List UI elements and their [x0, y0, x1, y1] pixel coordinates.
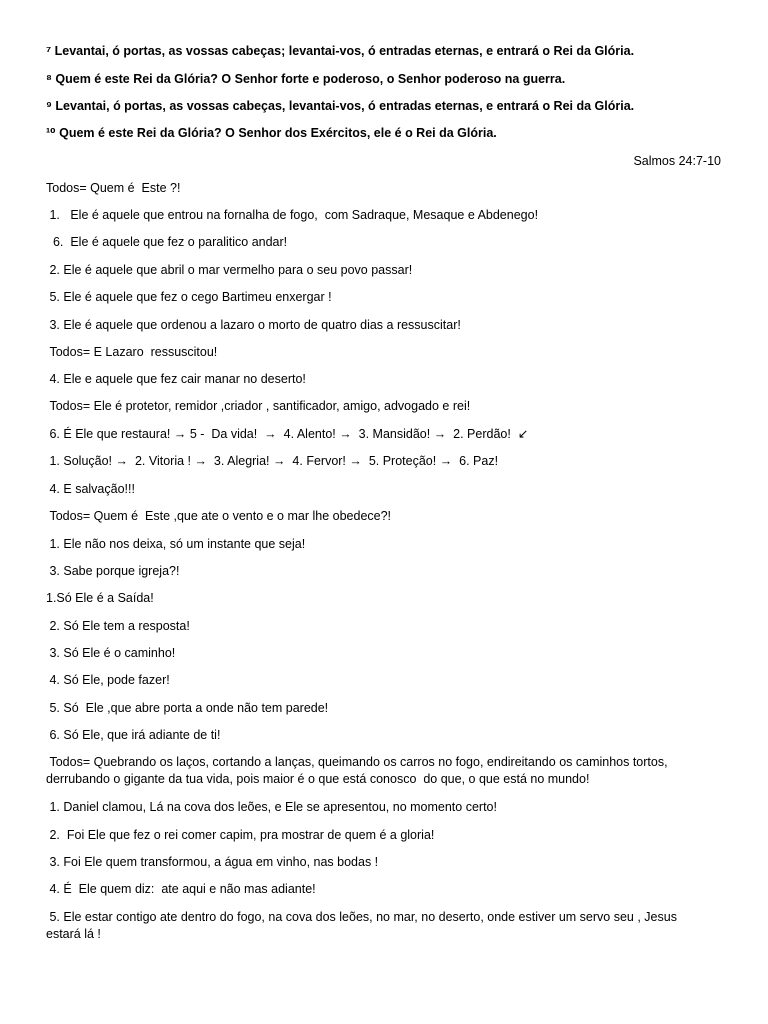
text-paragraph: Todos= Quebrando os laços, cortando a lanças, queimando os carros no fogo, endireitando os caminhos tortos, derrubando o gigante da tua vida, pois maior é o que está conosco do que, o que está no mundo! [46, 755, 668, 786]
text-line: 6. É Ele que restaura! → 5 - Da vida! → 4. Alento! → 3. Mansidão! → 2. Perdão! ↙ [46, 427, 529, 441]
text-line: Todos= Quem é Este ?! [46, 181, 181, 195]
text-line: 1. Ele é aquele que entrou na fornalha de fogo, com Sadraque, Mesaque e Abdenego! [46, 208, 539, 222]
text-line: Todos= E Lazaro ressuscitou! [46, 345, 218, 359]
text-line: 4. Ele e aquele que fez cair manar no deserto! [46, 372, 306, 386]
text-line: 3. Só Ele é o caminho! [46, 646, 176, 660]
text-line: 4. Só Ele, pode fazer! [46, 673, 170, 687]
text-line: 4. E salvação!!! [46, 482, 135, 496]
verse-7: ⁷ Levantai, ó portas, as vossas cabeças; levantai-vos, ó entradas eternas, e entrará o Rei da Glória. [46, 44, 635, 58]
text-line: Todos= Ele é protetor, remidor ,criador , santificador, amigo, advogado e rei! [46, 399, 471, 413]
text-line: 1. Ele não nos deixa, só um instante que seja! [46, 537, 306, 551]
text-line: 1. Daniel clamou, Lá na cova dos leões, e Ele se apresentou, no momento certo! [46, 800, 497, 814]
text-line: 3. Foi Ele quem transformou, a água em vinho, nas bodas ! [46, 855, 379, 869]
text-line: 2. Foi Ele que fez o rei comer capim, pra mostrar de quem é a gloria! [46, 828, 435, 842]
text-line: 6. Ele é aquele que fez o paralitico andar! [46, 235, 288, 249]
scripture-reference: Salmos 24:7-10 [633, 154, 721, 168]
text-line: 1.Só Ele é a Saída! [46, 591, 154, 605]
text-line: 1. Solução! → 2. Vitoria ! → 3. Alegria! → 4. Fervor! → 5. Proteção! → 6. Paz! [46, 454, 499, 468]
text-line: 3. Ele é aquele que ordenou a lazaro o morto de quatro dias a ressuscitar! [46, 318, 461, 332]
text-line: 5. Só Ele ,que abre porta a onde não tem parede! [46, 701, 329, 715]
text-line: 2. Ele é aquele que abril o mar vermelho para o seu povo passar! [46, 263, 413, 277]
text-line: 5. Ele é aquele que fez o cego Bartimeu enxergar ! [46, 290, 332, 304]
text-line: 6. Só Ele, que irá adiante de ti! [46, 728, 221, 742]
verse-8: ⁸ Quem é este Rei da Glória? O Senhor forte e poderoso, o Senhor poderoso na guerra. [46, 72, 566, 86]
text-line: 2. Só Ele tem a resposta! [46, 619, 190, 633]
verse-9: ⁹ Levantai, ó portas, as vossas cabeças, levantai-vos, ó entradas eternas, e entrará o Rei da Glória. [46, 99, 635, 113]
text-line: 4. É Ele quem diz: ate aqui e não mas adiante! [46, 882, 316, 896]
text-line: Todos= Quem é Este ,que ate o vento e o mar lhe obedece?! [46, 509, 392, 523]
text-paragraph: 5. Ele estar contigo ate dentro do fogo, na cova dos leões, no mar, no deserto, onde estiver um servo seu , Jesus estará lá ! [46, 910, 677, 941]
verse-10: ¹⁰ Quem é este Rei da Glória? O Senhor dos Exércitos, ele é o Rei da Glória. [46, 126, 497, 140]
text-line: 3. Sabe porque igreja?! [46, 564, 180, 578]
